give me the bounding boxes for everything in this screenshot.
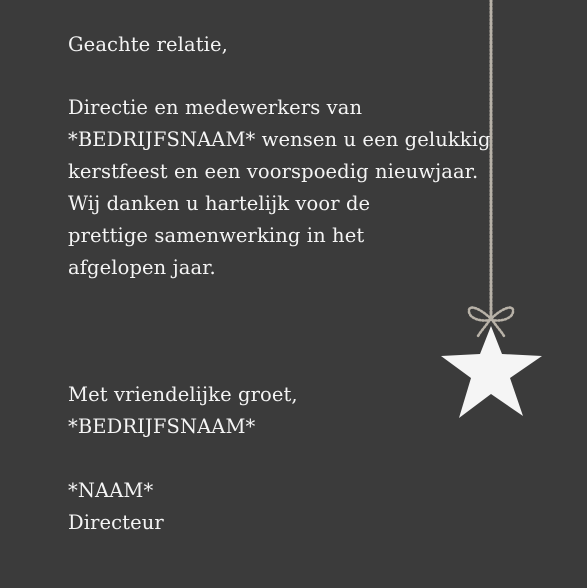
- body-line: kerstfeest en een voorspoedig nieuwjaar.: [68, 160, 479, 183]
- greeting-line: Geachte relatie,: [68, 33, 228, 56]
- message-body: [68, 92, 491, 284]
- body-line: *BEDRIJFSNAAM* wensen u een gelukkig: [68, 128, 491, 151]
- greeting: [68, 29, 228, 61]
- ornament-bow-tail-right: [493, 321, 504, 336]
- ornament-bow-tail-left: [478, 321, 489, 336]
- star-ornament-icon: [430, 0, 550, 430]
- ornament-bow-right: [492, 308, 513, 321]
- closing-line: Met vriendelijke groet,: [68, 383, 298, 406]
- signature-title: Directeur: [68, 511, 164, 534]
- closing: [68, 379, 298, 443]
- ornament-star: [441, 326, 542, 418]
- body-line: Directie en medewerkers van: [68, 96, 363, 119]
- closing-line: *BEDRIJFSNAAM*: [68, 415, 256, 438]
- ornament-bow-left: [469, 308, 490, 321]
- body-line: prettige samenwerking in het: [68, 224, 365, 247]
- body-line: afgelopen jaar.: [68, 256, 216, 279]
- body-line: Wij danken u hartelijk voor de: [68, 192, 371, 215]
- signature: [68, 475, 164, 539]
- signature-name: *NAAM*: [68, 479, 154, 502]
